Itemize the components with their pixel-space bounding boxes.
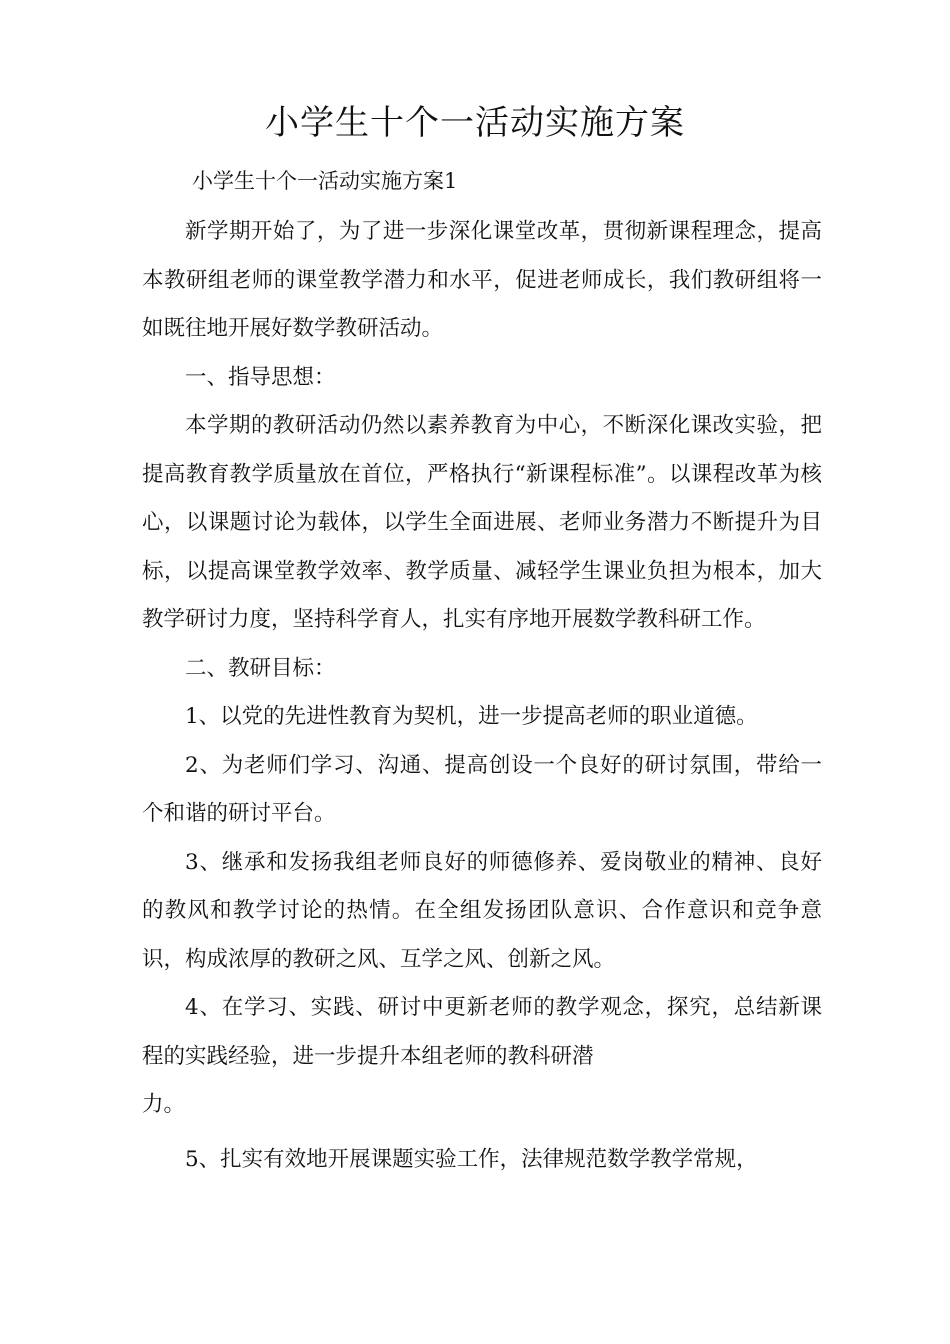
document-subtitle: 小学生十个一活动实施方案1 bbox=[192, 169, 458, 193]
document-body bbox=[142, 208, 822, 1184]
goal-item-4: 4、在学习、实践、研讨中更新老师的教学观念，探究，总结新课程的实践经验，进一步提升本组老师的教科研潜 bbox=[142, 995, 822, 1069]
goal-item-2: 2、为老师们学习、沟通、提高创设一个良好的研讨氛围，带给一个和谐的研讨平台。 bbox=[142, 752, 822, 826]
paragraph-guiding-ideology: 本学期的教研活动仍然以素养教育为中心，不断深化课改实验，把提高教育教学质量放在首位，严格执行“新课程标准”。以课程改革为核心，以课题讨论为载体，以学生全面进展、老师业务潜力不断提升为目标，以提高课堂教学效率、教学质量、减轻学生课业负担为根本，加大教学研讨力度，坚持科学育人，扎实有序地开展数学教科研工作。 bbox=[142, 413, 822, 632]
heading-research-goals: 二、教研目标： bbox=[185, 655, 336, 681]
heading-guiding-ideology: 一、指导思想： bbox=[185, 364, 336, 390]
goal-item-1: 1、以党的先进性教育为契机，进一步提高老师的职业道德。 bbox=[185, 704, 758, 729]
document-title: 小学生十个一活动实施方案 bbox=[265, 103, 685, 143]
goal-item-3: 3、继承和发扬我组老师良好的师德修养、爱岗敬业的精神、良好的教风和教学讨论的热情。在全组发扬团队意识、合作意识和竞争意识，构成浓厚的教研之风、互学之风、创新之风。 bbox=[142, 849, 822, 972]
goal-item-4-tail: 力。 bbox=[142, 1092, 186, 1117]
goal-item-5: 5、扎实有效地开展课题实验工作，法律规范数学教学常规， bbox=[185, 1146, 758, 1172]
paragraph-intro: 新学期开始了，为了进一步深化课堂改革，贯彻新课程理念，提高本教研组老师的课堂教学潜力和水平，促进老师成长，我们教研组将一如既往地开展好数学教研活动。 bbox=[142, 219, 822, 341]
